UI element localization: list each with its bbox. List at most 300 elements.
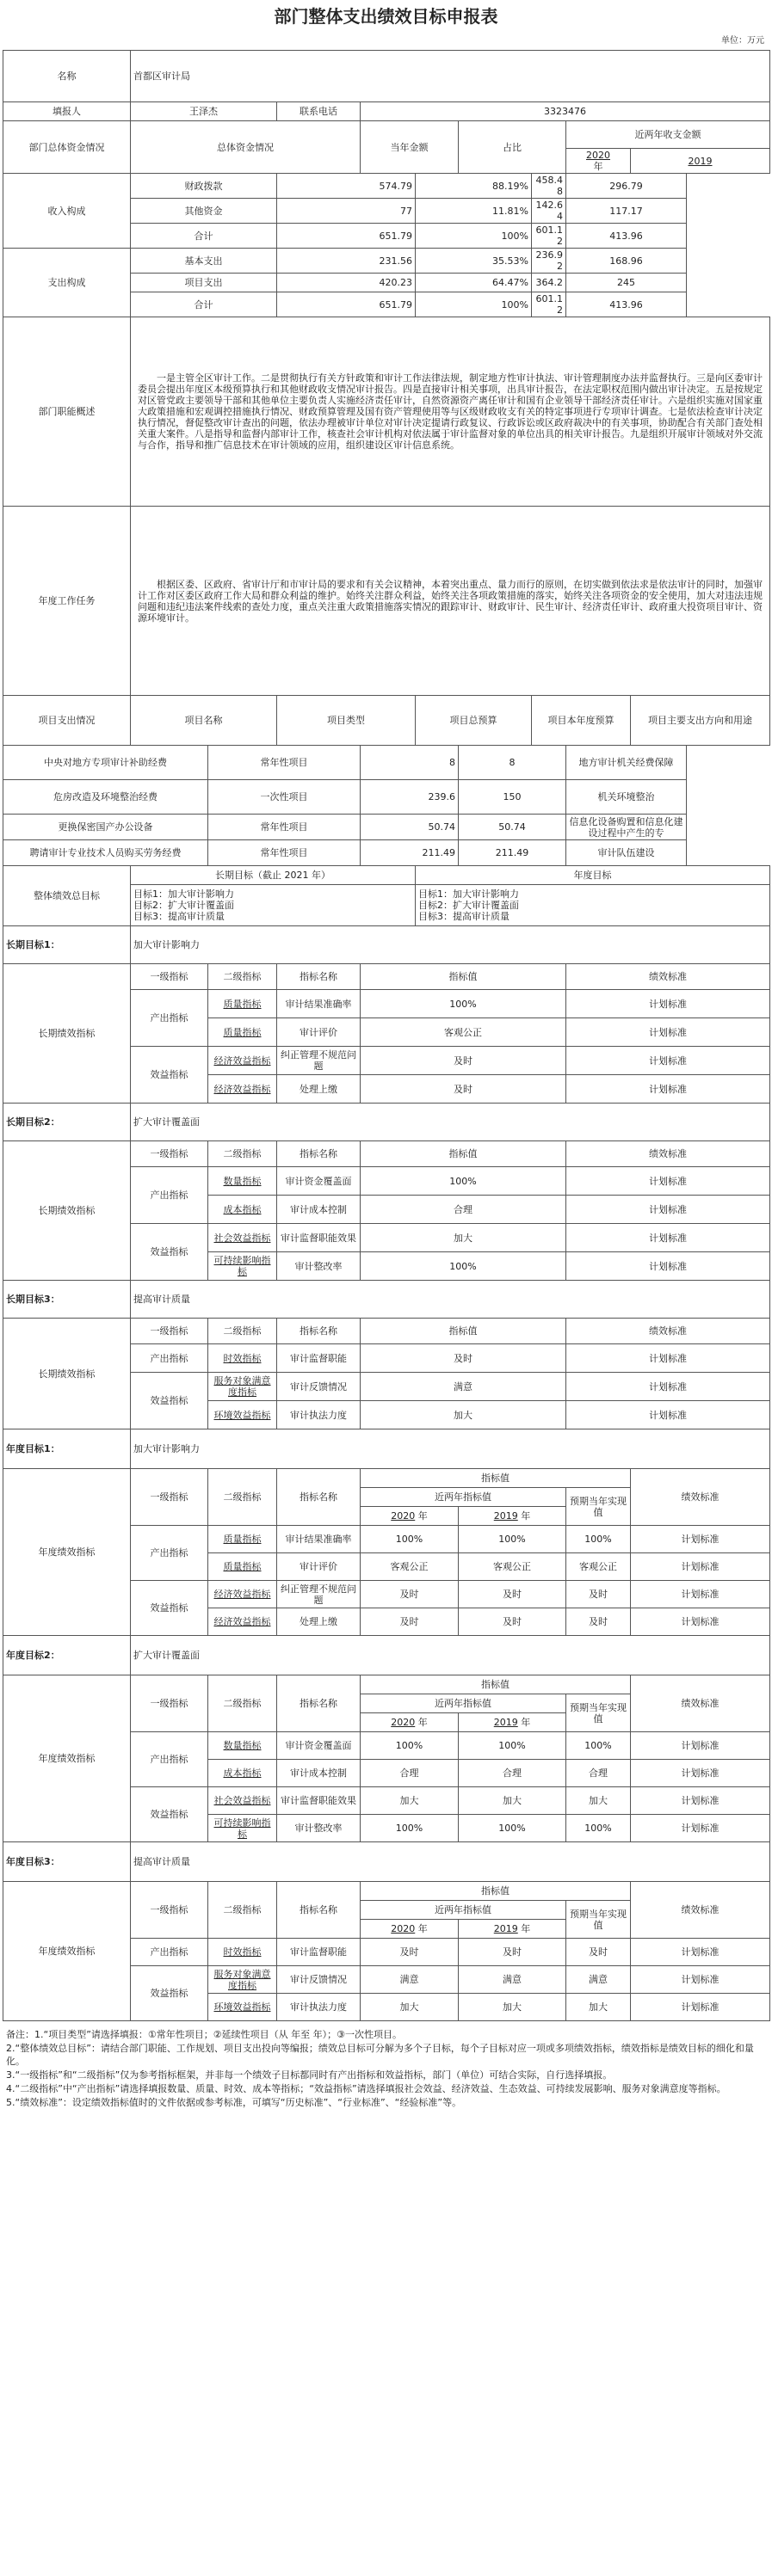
goal-line: 目标2：扩大审计覆盖面 bbox=[418, 900, 519, 911]
index-name-header: 指标名称 bbox=[277, 1141, 361, 1167]
project-name: 中央对地方专项审计补助经费 bbox=[3, 746, 208, 780]
filler-label: 填报人 bbox=[3, 102, 131, 121]
l2-header: 二级指标 bbox=[208, 1319, 277, 1344]
l2-header: 二级指标 bbox=[208, 1141, 277, 1167]
value-expect: 及时 bbox=[566, 1608, 631, 1636]
goal-title-row bbox=[3, 1104, 770, 1141]
goal-title-row bbox=[3, 926, 770, 964]
goal-desc: 加大审计影响力 bbox=[131, 926, 770, 964]
value-expect: 满意 bbox=[566, 1966, 631, 1994]
index-std: 计划标准 bbox=[631, 1526, 770, 1553]
fund-y2020: 601.12 bbox=[532, 224, 566, 249]
recent-header: 近两年指标值 bbox=[361, 1694, 566, 1713]
index-name: 审计成本控制 bbox=[277, 1196, 361, 1224]
index-std: 计划标准 bbox=[566, 1018, 770, 1047]
fund-item-label: 项目支出 bbox=[131, 274, 277, 292]
goal-title-row bbox=[3, 1281, 770, 1319]
goal-desc: 加大审计影响力 bbox=[131, 1429, 770, 1469]
y2019-header: 2019 bbox=[631, 149, 770, 174]
index-name: 处理上缴 bbox=[277, 1075, 361, 1104]
value-2020: 100% bbox=[361, 1815, 459, 1842]
note-line: 3.“一级指标”和“二级指标”仅为参考指标框架，并非每一个绩效子目标都同时有产出指标和效益指标，部门（单位）可结合实际，自行选择填报。 bbox=[6, 2069, 613, 2081]
notes bbox=[3, 2021, 769, 2109]
value-2020: 满意 bbox=[361, 1966, 459, 1994]
overall-label: 部门总体资金情况 bbox=[3, 121, 131, 174]
proj-budget-header: 项目总预算 bbox=[416, 696, 532, 746]
index-std: 计划标准 bbox=[631, 1760, 770, 1787]
index-value-header: 指标值 bbox=[361, 964, 566, 990]
index-std: 计划标准 bbox=[566, 990, 770, 1018]
value-2020: 100% bbox=[361, 1526, 459, 1553]
income-label: 收入构成 bbox=[3, 174, 131, 249]
value-2019: 100% bbox=[459, 1732, 566, 1760]
project-budget: 239.6 bbox=[361, 780, 459, 815]
contact-label: 联系电话 bbox=[277, 102, 361, 121]
value-2020: 及时 bbox=[361, 1581, 459, 1608]
value-2020: 加大 bbox=[361, 1994, 459, 2021]
expense-label: 支出构成 bbox=[3, 249, 131, 317]
index-std-header: 绩效标准 bbox=[631, 1675, 770, 1732]
y2019-col-header: 2019 年 bbox=[459, 1920, 566, 1939]
l1-index: 产出指标 bbox=[131, 1939, 208, 1966]
index-std: 计划标准 bbox=[631, 1994, 770, 2021]
y2020-col-header: 2020 年 bbox=[361, 1507, 459, 1526]
expense-rows bbox=[3, 249, 770, 317]
proj-type-header: 项目类型 bbox=[277, 696, 416, 746]
note-line: 2.“整体绩效总目标”：请结合部门职能、工作规划、项目支出投向等编报；绩效总目标可分解为多个子目标，每个子目标对应一项或多项绩效指标，绩效指标是绩效目标的细化和量化。 bbox=[6, 2043, 754, 2067]
l1-index: 产出指标 bbox=[131, 1732, 208, 1787]
value-expect: 100% bbox=[566, 1815, 631, 1842]
l1-index: 效益指标 bbox=[131, 1966, 208, 2021]
l2-index: 经济效益指标 bbox=[208, 1581, 277, 1608]
goal-desc: 扩大审计覆盖面 bbox=[131, 1104, 770, 1141]
l1-index: 效益指标 bbox=[131, 1224, 208, 1281]
project-direction: 机关环境整治 bbox=[566, 780, 687, 815]
goal-line: 目标1：加大审计影响力 bbox=[418, 888, 519, 900]
index-name: 处理上缴 bbox=[277, 1608, 361, 1636]
fund-item-label: 合计 bbox=[131, 292, 277, 317]
index-std: 计划标准 bbox=[566, 1167, 770, 1196]
index-std: 计划标准 bbox=[631, 1966, 770, 1994]
year-blocks bbox=[3, 1429, 770, 2021]
project-name: 危房改造及环境整治经费 bbox=[3, 780, 208, 815]
yr-goal-header: 年度目标 bbox=[416, 866, 770, 885]
project-type: 常年性项目 bbox=[208, 840, 361, 866]
note-line: 4.“二级指标”中“产出指标”请选择填报数量、质量、时效、成本等指标；“效益指标”请选择填报社会效益、经济效益、生态效益、可持续发展影响、服务对象满意度等指标。 bbox=[6, 2083, 726, 2094]
project-budget: 50.74 bbox=[361, 815, 459, 840]
index-value-header: 指标值 bbox=[361, 1469, 631, 1488]
l2-index: 时效指标 bbox=[208, 1939, 277, 1966]
index-value: 及时 bbox=[361, 1344, 566, 1373]
index-name: 审计评价 bbox=[277, 1018, 361, 1047]
unit-label: 单位：万元 bbox=[721, 36, 764, 46]
value-2019: 及时 bbox=[459, 1939, 566, 1966]
index-std: 计划标准 bbox=[566, 1373, 770, 1401]
l1-header: 一级指标 bbox=[131, 1675, 208, 1732]
y2019-col-header: 2019 年 bbox=[459, 1713, 566, 1732]
goal-title: 长期目标3： bbox=[3, 1281, 131, 1319]
fund-y2020: 601.12 bbox=[532, 292, 566, 317]
index-std: 计划标准 bbox=[566, 1047, 770, 1075]
l2-header: 二级指标 bbox=[208, 1882, 277, 1939]
l1-header: 一级指标 bbox=[131, 1469, 208, 1526]
value-expect: 100% bbox=[566, 1732, 631, 1760]
index-value: 100% bbox=[361, 990, 566, 1018]
total-funds-label: 总体资金情况 bbox=[131, 121, 361, 174]
l2-index: 时效指标 bbox=[208, 1344, 277, 1373]
value-expect: 加大 bbox=[566, 1994, 631, 2021]
l2-header: 二级指标 bbox=[208, 1675, 277, 1732]
fund-cur-amount: 231.56 bbox=[277, 249, 416, 274]
income-row bbox=[3, 174, 770, 199]
value-expect: 合理 bbox=[566, 1760, 631, 1787]
fund-ratio: 100% bbox=[416, 224, 532, 249]
value-2019: 及时 bbox=[459, 1608, 566, 1636]
value-2020: 及时 bbox=[361, 1939, 459, 1966]
l2-header: 二级指标 bbox=[208, 1469, 277, 1526]
l2-index: 经济效益指标 bbox=[208, 1075, 277, 1104]
project-direction: 信息化设备购置和信息化建设过程中产生的专 bbox=[566, 815, 687, 840]
l1-header: 一级指标 bbox=[131, 1882, 208, 1939]
lt-goal-lines bbox=[131, 885, 416, 926]
value-2019: 100% bbox=[459, 1526, 566, 1553]
report-table bbox=[3, 50, 770, 2021]
index-name: 审计执法力度 bbox=[277, 1401, 361, 1429]
long-term-blocks bbox=[3, 926, 770, 1429]
income-rows bbox=[3, 174, 770, 249]
value-2019: 客观公正 bbox=[459, 1553, 566, 1581]
duty-text: 一是主管全区审计工作。二是贯彻执行有关方针政策和审计工作法律法规，制定地方性审计执法、审计管理制度办法并监督执行。三是向区委审计委员会提出年度区本级预算执行和其他财政收支情况审计报告。四是直接审计相关事项，出具审计报告，在法定职权范围内做出审计决定。五是按规定对区管党政主要领导干部和其他单位主要负责人实施经济责任审计，自然资源资产离任审计和国有企业领导干部经济责任审计。六是组织实施对国家重大政策措施和宏观调控措施执行情况、财政预算管理及国有资产管理使用等与区级财政收支有关的特定事项进行专项审计调查。七是依法检查审计决定执行情况，督促整改审计查出的问题，依法办理被审计单位对审计决定提请行政复议、行政诉讼或区政府裁决中的有关事项，协助配合有关部门查处相关重大案件。八是指导和监督内部审计工作，核查社会审计机构对依法属于审计监督对象的单位出具的相关审计报告。九是组织开展审计领域对外交流与合作，指导和推广信息技术在审计领域的应用，组织建设区审计信息系统。 bbox=[131, 317, 770, 507]
value-expect: 加大 bbox=[566, 1787, 631, 1815]
l2-index: 经济效益指标 bbox=[208, 1608, 277, 1636]
expense-row bbox=[3, 249, 770, 274]
project-rows bbox=[3, 746, 770, 866]
fund-y2020: 142.64 bbox=[532, 199, 566, 224]
index-value: 客观公正 bbox=[361, 1018, 566, 1047]
y2020-header: 2020 年 bbox=[566, 149, 631, 174]
index-std: 计划标准 bbox=[566, 1224, 770, 1252]
fund-item-label: 其他资金 bbox=[131, 199, 277, 224]
index-value-header: 指标值 bbox=[361, 1319, 566, 1344]
index-name: 审计资金覆盖面 bbox=[277, 1732, 361, 1760]
index-std-header: 绩效标准 bbox=[566, 1319, 770, 1344]
l1-header: 一级指标 bbox=[131, 1141, 208, 1167]
goal-title: 年度目标3： bbox=[3, 1842, 131, 1882]
project-budget: 8 bbox=[361, 746, 459, 780]
index-name: 审计资金覆盖面 bbox=[277, 1167, 361, 1196]
index-std: 计划标准 bbox=[631, 1608, 770, 1636]
year-header-row bbox=[3, 1469, 770, 1488]
fund-ratio: 64.47% bbox=[416, 274, 532, 292]
fund-cur-amount: 651.79 bbox=[277, 292, 416, 317]
perf-index-label: 长期绩效指标 bbox=[3, 964, 131, 1104]
l1-index: 产出指标 bbox=[131, 1167, 208, 1224]
fund-y2019: 413.96 bbox=[566, 224, 687, 249]
index-std-header: 绩效标准 bbox=[566, 1141, 770, 1167]
fund-y2019: 413.96 bbox=[566, 292, 687, 317]
index-name-header: 指标名称 bbox=[277, 1319, 361, 1344]
filler-value: 王泽杰 bbox=[131, 102, 277, 121]
l2-index: 环境效益指标 bbox=[208, 1994, 277, 2021]
fund-cur-amount: 77 bbox=[277, 199, 416, 224]
index-name-header: 指标名称 bbox=[277, 1675, 361, 1732]
value-expect: 客观公正 bbox=[566, 1553, 631, 1581]
cur-amount-label: 当年金额 bbox=[361, 121, 459, 174]
index-std: 计划标准 bbox=[566, 1252, 770, 1281]
value-2019: 合理 bbox=[459, 1760, 566, 1787]
project-cur-budget: 50.74 bbox=[459, 815, 566, 840]
index-name: 纠正管理不规范问题 bbox=[277, 1581, 361, 1608]
l1-index: 效益指标 bbox=[131, 1047, 208, 1104]
fund-y2019: 168.96 bbox=[566, 249, 687, 274]
fund-ratio: 35.53% bbox=[416, 249, 532, 274]
l1-index: 效益指标 bbox=[131, 1581, 208, 1636]
name-label: 名称 bbox=[3, 51, 131, 102]
fund-y2020: 236.92 bbox=[532, 249, 566, 274]
annual-task-text: 根据区委、区政府、省审计厅和市审计局的要求和有关会议精神，本着突出重点、量力而行的原则，在切实做到依法求是依法审计的同时，加强审计工作对区委区政府工作大局和群众利益的维护。始终关注群众利益，始终关注各项政策措施的落实，始终关注各项资金的安全使用，加大对违法违规问题和违纪违法案件线索的查处力度，重点关注重大政策措施落实情况的跟踪审计、财政审计、民生审计、经济责任审计、政府重大投资项目审计、资源环境审计。 bbox=[131, 507, 770, 696]
index-name: 审计整改率 bbox=[277, 1815, 361, 1842]
proj-cur-budget-header: 项目本年度预算 bbox=[532, 696, 631, 746]
value-2020: 合理 bbox=[361, 1760, 459, 1787]
index-name: 审计反馈情况 bbox=[277, 1373, 361, 1401]
fund-cur-amount: 574.79 bbox=[277, 174, 416, 199]
yr-perf-index-label: 年度绩效指标 bbox=[3, 1675, 131, 1842]
l2-header: 二级指标 bbox=[208, 964, 277, 990]
l2-index: 数量指标 bbox=[208, 1732, 277, 1760]
goal-title: 长期目标2： bbox=[3, 1104, 131, 1141]
value-2019: 加大 bbox=[459, 1787, 566, 1815]
index-value: 及时 bbox=[361, 1075, 566, 1104]
expect-header: 预期当年实现值 bbox=[566, 1901, 631, 1939]
index-name: 审计监督职能效果 bbox=[277, 1787, 361, 1815]
fund-item-label: 合计 bbox=[131, 224, 277, 249]
index-std: 计划标准 bbox=[631, 1939, 770, 1966]
index-std: 计划标准 bbox=[631, 1815, 770, 1842]
l2-index: 质量指标 bbox=[208, 1018, 277, 1047]
index-std: 计划标准 bbox=[566, 1075, 770, 1104]
index-value: 100% bbox=[361, 1252, 566, 1281]
index-name: 审计结果准确率 bbox=[277, 1526, 361, 1553]
index-name: 审计成本控制 bbox=[277, 1760, 361, 1787]
index-value: 100% bbox=[361, 1167, 566, 1196]
yr-perf-index-label: 年度绩效指标 bbox=[3, 1469, 131, 1636]
value-2019: 100% bbox=[459, 1815, 566, 1842]
index-name: 审计反馈情况 bbox=[277, 1966, 361, 1994]
annual-task-label: 年度工作任务 bbox=[3, 507, 131, 696]
goal-line: 目标2：扩大审计覆盖面 bbox=[133, 900, 234, 911]
year-header-row bbox=[3, 1675, 770, 1694]
value-2020: 加大 bbox=[361, 1787, 459, 1815]
note-line: 5.“绩效标准”：设定绩效指标值时的文件依据或参考标准，可填写“历史标准”、“行业标准”、“经验标准”等。 bbox=[6, 2097, 462, 2108]
index-std: 计划标准 bbox=[566, 1196, 770, 1224]
recent-header: 近两年指标值 bbox=[361, 1488, 566, 1507]
index-header-row bbox=[3, 1319, 770, 1344]
l1-index: 产出指标 bbox=[131, 1344, 208, 1373]
index-std: 计划标准 bbox=[631, 1787, 770, 1815]
lt-goal-header: 长期目标（截止 2021 年） bbox=[131, 866, 416, 885]
index-std: 计划标准 bbox=[631, 1581, 770, 1608]
index-std: 计划标准 bbox=[566, 1344, 770, 1373]
index-value-header: 指标值 bbox=[361, 1675, 631, 1694]
goal-line: 目标3：提高审计质量 bbox=[418, 911, 510, 922]
l1-header: 一级指标 bbox=[131, 964, 208, 990]
project-direction: 地方审计机关经费保障 bbox=[566, 746, 687, 780]
project-row bbox=[3, 815, 770, 840]
index-value-header: 指标值 bbox=[361, 1882, 631, 1901]
l2-index: 数量指标 bbox=[208, 1167, 277, 1196]
fund-item-label: 基本支出 bbox=[131, 249, 277, 274]
index-name: 审计执法力度 bbox=[277, 1994, 361, 2021]
perf-index-label: 长期绩效指标 bbox=[3, 1141, 131, 1281]
project-budget: 211.49 bbox=[361, 840, 459, 866]
goal-line: 目标1：加大审计影响力 bbox=[133, 888, 234, 900]
index-value: 合理 bbox=[361, 1196, 566, 1224]
l2-index: 社会效益指标 bbox=[208, 1224, 277, 1252]
index-name: 审计监督职能 bbox=[277, 1939, 361, 1966]
index-name-header: 指标名称 bbox=[277, 1469, 361, 1526]
project-cur-budget: 8 bbox=[459, 746, 566, 780]
l2-index: 可持续影响指标 bbox=[208, 1815, 277, 1842]
l2-index: 经济效益指标 bbox=[208, 1047, 277, 1075]
goal-title-row bbox=[3, 1429, 770, 1469]
fund-y2019: 245 bbox=[566, 274, 687, 292]
index-value-header: 指标值 bbox=[361, 1141, 566, 1167]
index-std-header: 绩效标准 bbox=[631, 1882, 770, 1939]
value-expect: 及时 bbox=[566, 1939, 631, 1966]
project-cur-budget: 150 bbox=[459, 780, 566, 815]
expect-header: 预期当年实现值 bbox=[566, 1694, 631, 1732]
goal-title-row bbox=[3, 1842, 770, 1882]
index-std: 计划标准 bbox=[631, 1732, 770, 1760]
index-name: 审计评价 bbox=[277, 1553, 361, 1581]
fund-ratio: 88.19% bbox=[416, 174, 532, 199]
l2-index: 环境效益指标 bbox=[208, 1401, 277, 1429]
project-name: 更换保密国产办公设备 bbox=[3, 815, 208, 840]
index-name-header: 指标名称 bbox=[277, 964, 361, 990]
name-value: 首都区审计局 bbox=[131, 51, 770, 102]
fund-y2020: 458.48 bbox=[532, 174, 566, 199]
project-type: 常年性项目 bbox=[208, 815, 361, 840]
fund-ratio: 11.81% bbox=[416, 199, 532, 224]
fund-y2019: 117.17 bbox=[566, 199, 687, 224]
goal-title-row bbox=[3, 1636, 770, 1675]
value-2019: 满意 bbox=[459, 1966, 566, 1994]
index-name: 审计结果准确率 bbox=[277, 990, 361, 1018]
index-header-row bbox=[3, 1141, 770, 1167]
fund-cur-amount: 651.79 bbox=[277, 224, 416, 249]
goal-desc: 扩大审计覆盖面 bbox=[131, 1636, 770, 1675]
l2-index: 服务对象满意度指标 bbox=[208, 1373, 277, 1401]
value-2020: 及时 bbox=[361, 1608, 459, 1636]
proj-expense-label: 项目支出情况 bbox=[3, 696, 131, 746]
goal-desc: 提高审计质量 bbox=[131, 1842, 770, 1882]
fund-y2020: 364.2 bbox=[532, 274, 566, 292]
l2-index: 可持续影响指标 bbox=[208, 1252, 277, 1281]
project-name: 聘请审计专业技术人员购买劳务经费 bbox=[3, 840, 208, 866]
l1-index: 产出指标 bbox=[131, 990, 208, 1047]
expect-header: 预期当年实现值 bbox=[566, 1488, 631, 1526]
value-2019: 及时 bbox=[459, 1581, 566, 1608]
project-direction: 审计队伍建设 bbox=[566, 840, 687, 866]
y2020-col-header: 2020 年 bbox=[361, 1920, 459, 1939]
index-value: 及时 bbox=[361, 1047, 566, 1075]
index-name: 审计监督职能效果 bbox=[277, 1224, 361, 1252]
page-title: 部门整体支出绩效目标申报表 bbox=[274, 6, 498, 27]
value-expect: 100% bbox=[566, 1526, 631, 1553]
index-name: 纠正管理不规范问题 bbox=[277, 1047, 361, 1075]
index-name: 审计整改率 bbox=[277, 1252, 361, 1281]
l1-index: 产出指标 bbox=[131, 1526, 208, 1581]
y2020-col-header: 2020 年 bbox=[361, 1713, 459, 1732]
project-type: 常年性项目 bbox=[208, 746, 361, 780]
l2-index: 质量指标 bbox=[208, 990, 277, 1018]
recent-header: 近两年指标值 bbox=[361, 1901, 566, 1920]
index-std: 计划标准 bbox=[631, 1553, 770, 1581]
goal-title: 年度目标2： bbox=[3, 1636, 131, 1675]
index-value: 加大 bbox=[361, 1224, 566, 1252]
fund-item-label: 财政拨款 bbox=[131, 174, 277, 199]
note-line: 备注：1.“项目类型”请选择填报：①常年性项目；②延续性项目（从 年至 年）；③一次性项目。 bbox=[6, 2029, 402, 2040]
value-2020: 100% bbox=[361, 1732, 459, 1760]
recent-label: 近两年收支金额 bbox=[566, 121, 770, 149]
index-std-header: 绩效标准 bbox=[631, 1469, 770, 1526]
goal-line: 目标3：提高审计质量 bbox=[133, 911, 225, 922]
l2-index: 质量指标 bbox=[208, 1553, 277, 1581]
yr-goal-lines bbox=[416, 885, 770, 926]
index-std-header: 绩效标准 bbox=[566, 964, 770, 990]
l1-index: 效益指标 bbox=[131, 1373, 208, 1429]
project-cur-budget: 211.49 bbox=[459, 840, 566, 866]
value-expect: 及时 bbox=[566, 1581, 631, 1608]
project-row bbox=[3, 840, 770, 866]
goal-title: 长期目标1： bbox=[3, 926, 131, 964]
project-row bbox=[3, 780, 770, 815]
goal-desc: 提高审计质量 bbox=[131, 1281, 770, 1319]
index-header-row bbox=[3, 964, 770, 990]
goal-title: 年度目标1： bbox=[3, 1429, 131, 1469]
l2-index: 成本指标 bbox=[208, 1760, 277, 1787]
proj-direction-header: 项目主要支出方向和用途 bbox=[631, 696, 770, 746]
index-value: 加大 bbox=[361, 1401, 566, 1429]
value-2020: 客观公正 bbox=[361, 1553, 459, 1581]
project-row bbox=[3, 746, 770, 780]
perf-goal-label: 整体绩效总目标 bbox=[3, 866, 131, 926]
value-2019: 加大 bbox=[459, 1994, 566, 2021]
fund-y2019: 296.79 bbox=[566, 174, 687, 199]
index-name-header: 指标名称 bbox=[277, 1882, 361, 1939]
duty-label: 部门职能概述 bbox=[3, 317, 131, 507]
y2019-col-header: 2019 年 bbox=[459, 1507, 566, 1526]
contact-value: 3323476 bbox=[361, 102, 770, 121]
perf-index-label: 长期绩效指标 bbox=[3, 1319, 131, 1429]
index-name: 审计监督职能 bbox=[277, 1344, 361, 1373]
yr-perf-index-label: 年度绩效指标 bbox=[3, 1882, 131, 2021]
ratio-label: 占比 bbox=[459, 121, 566, 174]
year-header-row bbox=[3, 1882, 770, 1901]
l2-index: 服务对象满意度指标 bbox=[208, 1966, 277, 1994]
project-type: 一次性项目 bbox=[208, 780, 361, 815]
l1-header: 一级指标 bbox=[131, 1319, 208, 1344]
fund-ratio: 100% bbox=[416, 292, 532, 317]
index-value: 满意 bbox=[361, 1373, 566, 1401]
index-std: 计划标准 bbox=[566, 1401, 770, 1429]
l2-index: 成本指标 bbox=[208, 1196, 277, 1224]
proj-name-header: 项目名称 bbox=[131, 696, 277, 746]
l2-index: 质量指标 bbox=[208, 1526, 277, 1553]
fund-cur-amount: 420.23 bbox=[277, 274, 416, 292]
l1-index: 效益指标 bbox=[131, 1787, 208, 1842]
l2-index: 社会效益指标 bbox=[208, 1787, 277, 1815]
